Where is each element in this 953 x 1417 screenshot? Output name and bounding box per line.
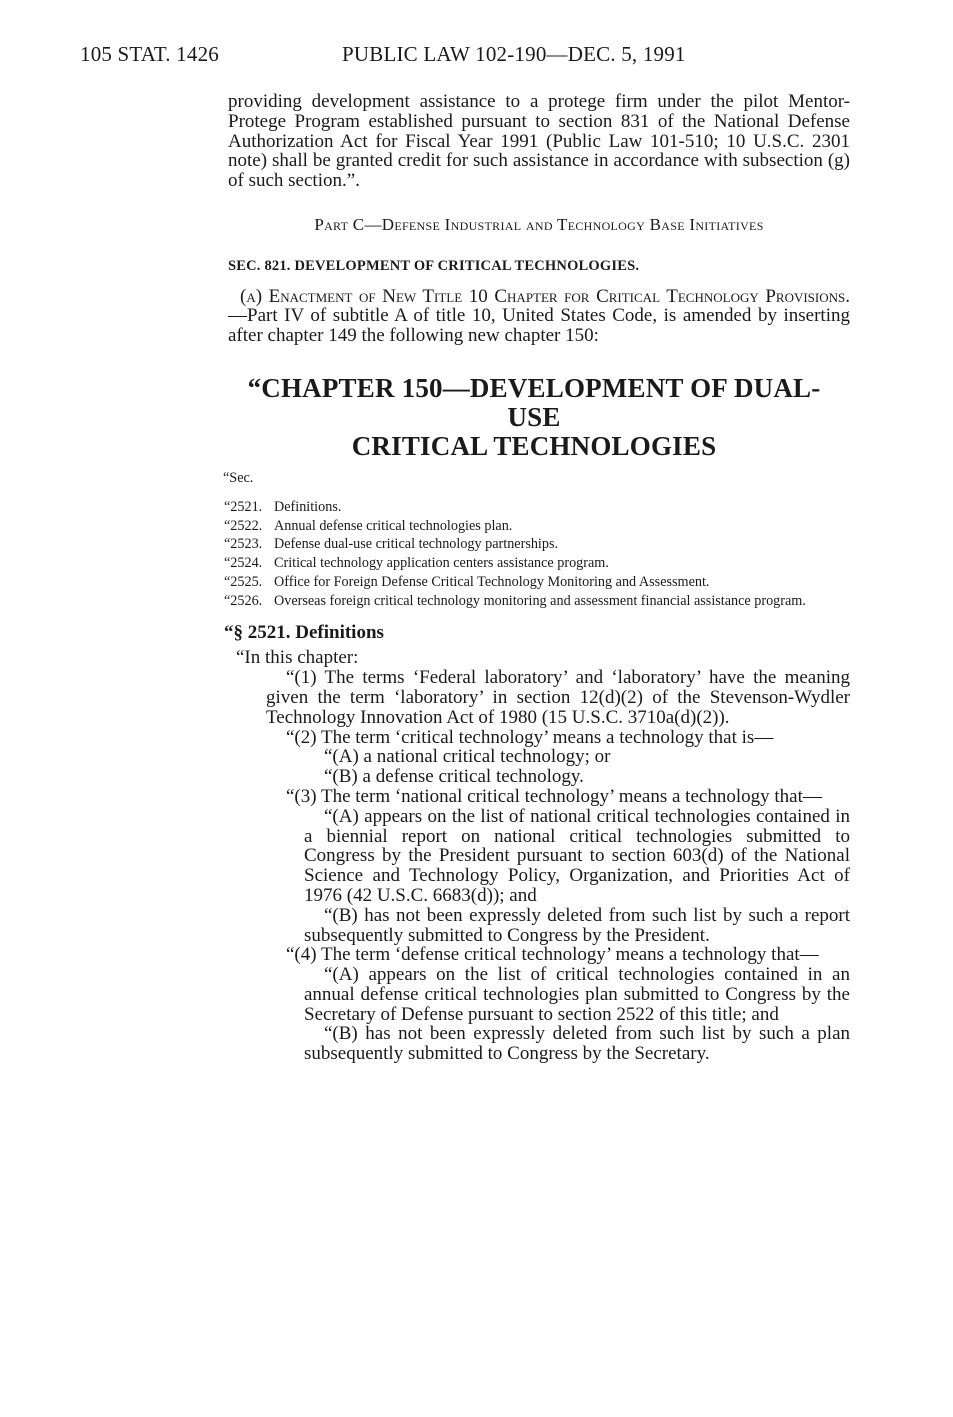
stat-page-number: 105 STAT. 1426 (80, 42, 219, 66)
toc-item (224, 592, 850, 611)
chapter-title-line-2: CRITICAL TECHNOLOGIES (351, 430, 717, 461)
toc-item-number: “2522. (224, 517, 263, 534)
toc-item-title: Overseas foreign critical technology monitoring and assessment financial assistance program. (274, 592, 806, 609)
toc-item-title: Defense dual-use critical technology partnerships. (274, 536, 559, 553)
public-law-citation: PUBLIC LAW 102-190—DEC. 5, 1991 (342, 42, 686, 66)
definition-4b: “(B) has not been expressly deleted from such list by such a plan subsequently submitted to Congress by the Secretary. (304, 1023, 850, 1065)
intro-paragraph: providing development assistance to a protege firm under the pilot Mentor-Protege Program established pursuant to section 831 of the National Defense Authorization Act for Fiscal Year 1991 (Public Law 101-510; 10 U.S.C. 2301 note) shall be granted credit for such assistance in accordance with subsection (g) of such section.”. (228, 91, 850, 192)
definition-4a: “(A) appears on the list of critical technologies contained in an annual defense critical technologies plan submitted to Congress by the Secretary of Defense pursuant to section 2522 of this title; and (304, 964, 850, 1025)
toc-item (224, 498, 850, 517)
toc-item-number: “2524. (224, 555, 263, 572)
subsection-a (228, 287, 850, 346)
toc-item (224, 517, 850, 536)
toc-item-title: Annual defense critical technologies plan. (274, 517, 513, 534)
toc-item-title: Critical technology application centers assistance program. (274, 555, 609, 572)
toc-item-number: “2523. (224, 536, 263, 553)
toc-item (224, 535, 850, 554)
definitions-heading: “§ 2521. Definitions (224, 621, 384, 643)
definition-1: “(1) The terms ‘Federal laboratory’ and ‘laboratory’ have the meaning given the term ‘laboratory’ in section 12(d)(2) of the Stevenson-Wydler Technology Innovation Act of 1980 (15 U.S.C. 3710a(d)(2)). (266, 667, 850, 728)
definition-3: “(3) The term ‘national critical technology’ means a technology that— (286, 785, 822, 807)
subsection-a-heading: (a) Enactment of New Title 10 Chapter for Critical Technology Provisions. (240, 285, 850, 307)
toc-item-number: “2521. (224, 498, 263, 515)
definition-3b: “(B) has not been expressly deleted from such list by such a report subsequently submitted to Congress by the President. (304, 904, 850, 946)
toc-item-title: Office for Foreign Defense Critical Technology Monitoring and Assessment. (274, 573, 710, 590)
definition-3a: “(A) appears on the list of national critical technologies contained in a biennial report on national critical technologies submitted to Congress by the President pursuant to section 603(d) of the National Science and Technology Policy, Organization, and Priorities Act of 1976 (42 U.S.C. 6683(d)); and (304, 805, 850, 906)
definition-4: “(4) The term ‘defense critical technology’ means a technology that— (286, 944, 819, 966)
toc-item-title: Definitions. (274, 498, 342, 515)
subsection-a-text: —Part IV of subtitle A of title 10, United States Code, is amended by inserting after chapter 149 the following new chapter 150: (228, 305, 850, 347)
section-heading: SEC. 821. DEVELOPMENT OF CRITICAL TECHNOLOGIES. (228, 257, 640, 274)
chapter-table-of-contents (224, 469, 850, 611)
toc-item (224, 554, 850, 573)
definition-2a: “(A) a national critical technology; or (324, 746, 611, 768)
toc-sec-label: “Sec. (223, 469, 254, 486)
chapter-title (228, 374, 850, 461)
toc-item-number: “2525. (224, 573, 263, 590)
chapter-title-line-1: “CHAPTER 150—DEVELOPMENT OF DUAL-USE (247, 372, 821, 432)
definition-2: “(2) The term ‘critical technology’ means a technology that is— (286, 726, 774, 748)
toc-item (224, 573, 850, 592)
definitions-lead-in: “In this chapter: (236, 647, 359, 669)
part-heading: Part C—Defense Industrial and Technology Base Initiatives (314, 214, 764, 234)
body-column (223, 91, 850, 1065)
definition-2b: “(B) a defense critical technology. (324, 766, 584, 788)
toc-item-number: “2526. (224, 592, 263, 609)
